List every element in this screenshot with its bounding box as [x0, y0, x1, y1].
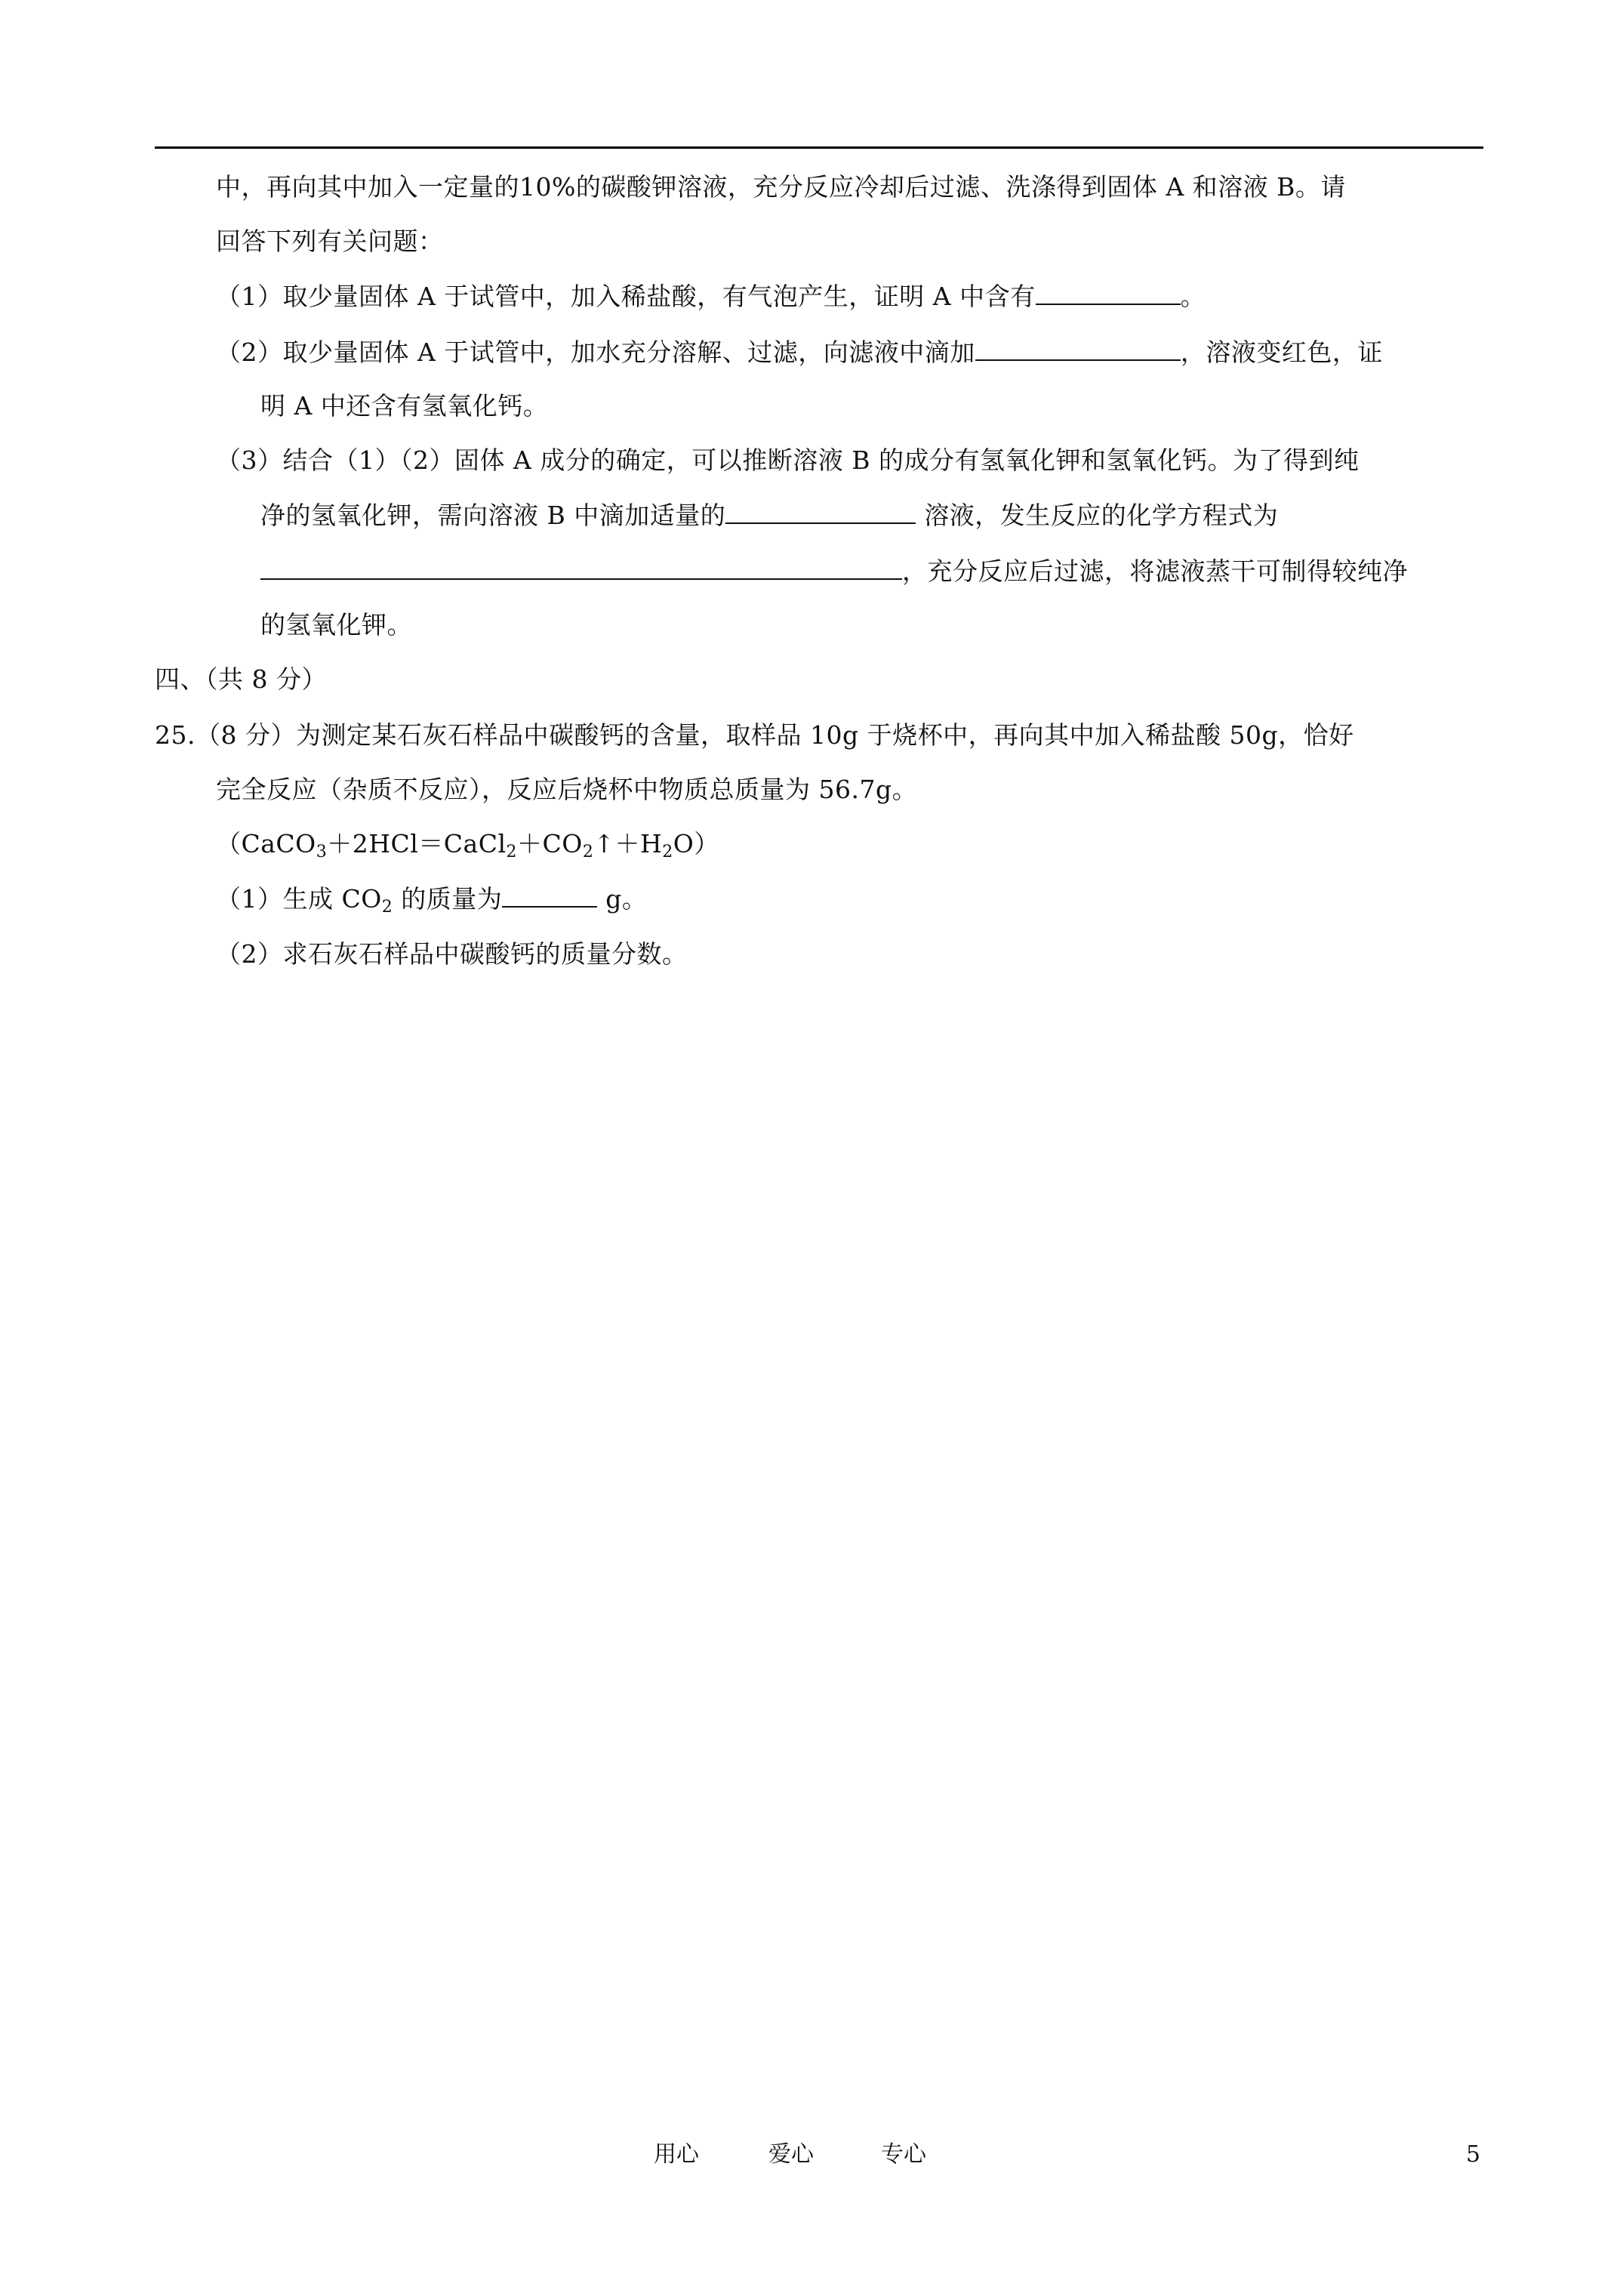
- equation-part: ＋2HCl＝CaCl: [327, 829, 507, 858]
- q24-part3-line1: 结合（1）（2）固体 A 成分的确定，可以推断溶液 B 的成分有氢氧化钾和氢氧化钙。为了得到纯: [282, 445, 1360, 475]
- equation-subscript: 2: [662, 843, 673, 861]
- q24-part3-label: （3）: [216, 445, 283, 475]
- q25-part1: [216, 883, 648, 917]
- q25-line1-text: （8 分）为测定某石灰石样品中碳酸钙的含量，取样品 10g 于烧杯中，再向其中加入稀盐酸 50g，恰好: [195, 720, 1354, 750]
- q25-line2: 完全反应（杂质不反应），反应后烧杯中物质总质量为 56.7g。: [216, 775, 918, 804]
- q24-part2-label: （2）: [216, 337, 283, 367]
- continuation-line-1: 中，再向其中加入一定量的10%的碳酸钾溶液，充分反应冷却后过滤、洗涤得到固体 A 和溶液 B。请: [216, 172, 1346, 202]
- q24-part3-line2: [260, 500, 1278, 531]
- q25-part1-unit: g。: [597, 884, 648, 914]
- footer-motto-1: 用心: [654, 2141, 699, 2168]
- q24-part2: [216, 337, 1383, 368]
- q24-part3-line3: [260, 556, 1408, 587]
- q24-part1-text: 取少量固体 A 于试管中，加入稀盐酸，有气泡产生，证明 A 中含有: [282, 282, 1036, 311]
- equation-subscript: 3: [316, 843, 328, 861]
- q25-part1-label: （1）: [216, 884, 283, 914]
- q24-part1-end: 。: [1180, 282, 1206, 311]
- q24-part3-line3-text: ，充分反应后过滤，将滤液蒸干可制得较纯净: [902, 556, 1408, 586]
- q24-part1-label: （1）: [216, 282, 283, 311]
- q25-part2: [216, 939, 688, 969]
- q25-part2-text: 求石灰石样品中碳酸钙的质量分数。: [282, 939, 688, 969]
- q24-part3-line2-end: 溶液，发生反应的化学方程式为: [916, 501, 1279, 530]
- page-number: 5: [1466, 2141, 1481, 2168]
- continuation-line-2: 回答下列有关问题：: [216, 227, 444, 256]
- q25-part1-answer-blank[interactable]: [502, 883, 597, 908]
- footer-motto-2: 爱心: [768, 2141, 814, 2168]
- q24-part3-equation-blank[interactable]: [260, 556, 902, 580]
- header-rule: [155, 146, 1483, 149]
- q25-part2-label: （2）: [216, 939, 283, 969]
- section-4-heading: 四、（共 8 分）: [155, 664, 327, 694]
- co2-subscript: 2: [381, 898, 393, 917]
- q24-part1: [216, 281, 1206, 312]
- q24-part3-reagent-blank[interactable]: [725, 500, 916, 524]
- equation-subscript: 2: [582, 843, 594, 861]
- equation-subscript: 2: [506, 843, 518, 861]
- q24-part3-line2-text: 净的氢氧化钾，需向溶液 B 中滴加适量的: [260, 501, 726, 530]
- equation-part: （CaCO: [216, 829, 316, 858]
- equation-part: ＋CO: [517, 829, 583, 858]
- q25-equation: [216, 829, 719, 859]
- q25-line1: [155, 720, 1354, 750]
- footer-motto-3: 专心: [881, 2141, 926, 2168]
- q24-part2-answer-blank[interactable]: [975, 337, 1181, 361]
- equation-part: ↑＋H: [593, 829, 663, 858]
- q24-part1-answer-blank[interactable]: [1036, 281, 1181, 305]
- q24-part3: [216, 445, 1360, 476]
- q24-part2-text: 取少量固体 A 于试管中，加水充分溶解、过滤，向滤液中滴加: [282, 337, 975, 367]
- q24-part3-line4: 的氢氧化钾。: [260, 610, 412, 639]
- q24-part2-line2: 明 A 中还含有氢氧化钙。: [260, 391, 549, 421]
- q24-part2-end: ，溶液变红色，证: [1180, 337, 1383, 367]
- q25-number: 25.: [155, 720, 196, 750]
- q25-part1-text: 生成 CO: [282, 884, 382, 914]
- q25-part1-text-mid: 的质量为: [393, 884, 503, 914]
- equation-part: O）: [673, 829, 719, 858]
